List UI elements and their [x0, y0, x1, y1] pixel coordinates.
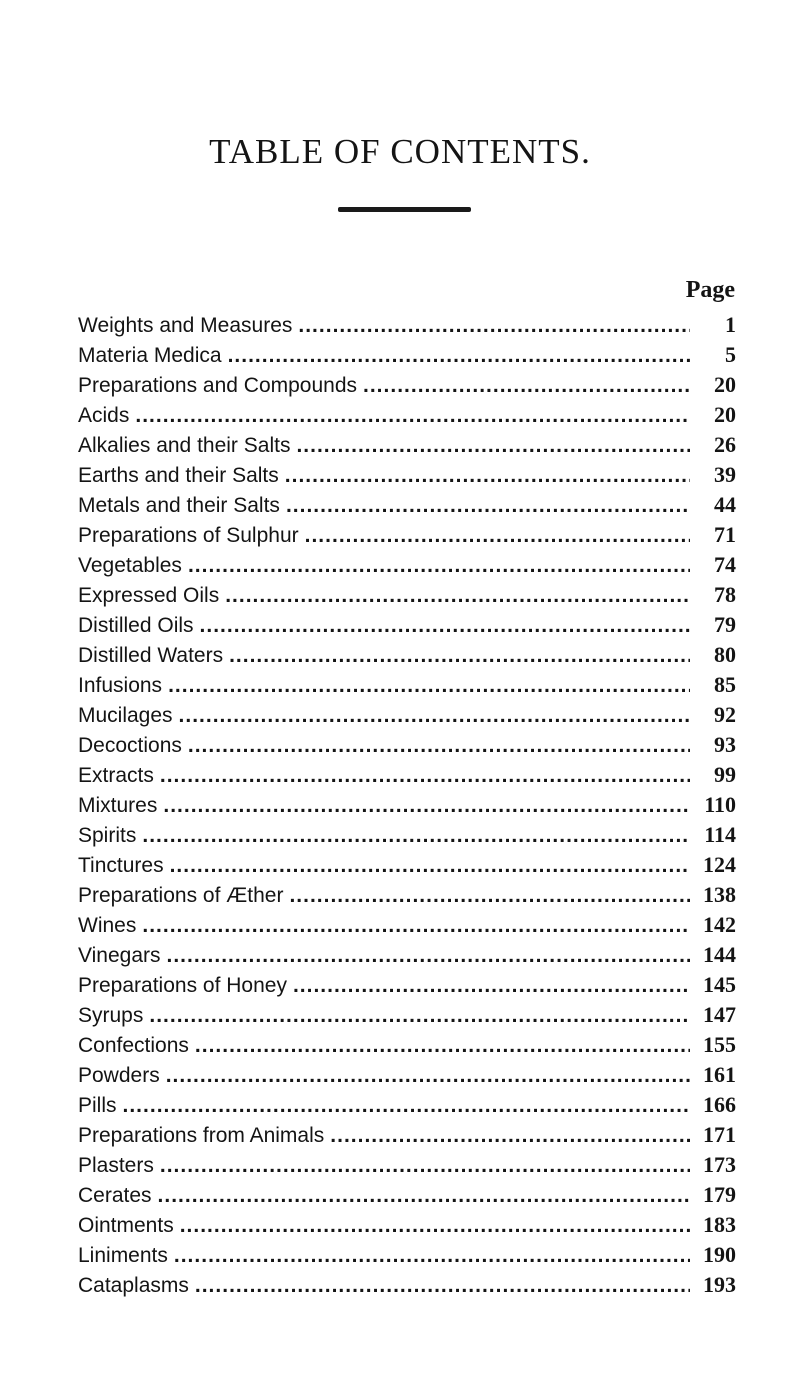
toc-entry-page-number: 80: [714, 642, 736, 667]
toc-entry-page-number: 71: [714, 522, 736, 547]
dot-leader: [286, 491, 690, 521]
toc-entry-label: Preparations and Compounds: [78, 374, 358, 397]
toc-entry-label: Preparations of Sulphur: [78, 524, 299, 547]
toc-entry-label: Vinegars: [78, 944, 161, 967]
toc-entry-label: Wines: [78, 914, 137, 937]
toc-entry: [78, 910, 736, 940]
toc-entry-page-number: 166: [703, 1092, 736, 1117]
toc-entry: [78, 1060, 736, 1090]
toc-entry-label: Pills: [78, 1094, 117, 1117]
toc-entry-label: Liniments: [78, 1244, 168, 1267]
dot-leader: [174, 1241, 690, 1271]
toc-entry: [78, 400, 736, 430]
dot-leader: [229, 641, 690, 671]
toc-entry-page-number: 124: [703, 852, 736, 877]
toc-entry: [78, 370, 736, 400]
toc-entry-page-number: 99: [714, 762, 736, 787]
toc-entry-label: Alkalies and their Salts: [78, 434, 291, 457]
toc-entry-label: Preparations of Honey: [78, 974, 287, 997]
dot-leader: [296, 431, 690, 461]
toc-entry-page-number: 79: [714, 612, 736, 637]
dot-leader: [170, 851, 690, 881]
toc-entry: [78, 1090, 736, 1120]
toc-entry-page-number: 78: [714, 582, 736, 607]
toc-entry-label: Preparations from Animals: [78, 1124, 325, 1147]
dot-leader: [330, 1121, 690, 1151]
dot-leader: [195, 1271, 690, 1301]
toc-entry: [78, 850, 736, 880]
dot-leader: [228, 341, 690, 371]
toc-entry: [78, 1270, 736, 1300]
toc-entry: [78, 490, 736, 520]
toc-entry: [78, 670, 736, 700]
toc-list: [78, 310, 736, 1300]
toc-entry: [78, 1000, 736, 1030]
toc-entry-label: Syrups: [78, 1004, 144, 1027]
toc-entry: [78, 580, 736, 610]
toc-entry: [78, 340, 736, 370]
toc-entry-page-number: 110: [704, 792, 736, 817]
dot-leader: [163, 791, 690, 821]
dot-leader: [225, 581, 690, 611]
toc-entry-page-number: 1: [725, 312, 736, 337]
toc-entry-page-number: 85: [714, 672, 736, 697]
toc-entry-page-number: 39: [714, 462, 736, 487]
toc-entry-page-number: 74: [714, 552, 736, 577]
toc-entry: [78, 880, 736, 910]
toc-entry: [78, 550, 736, 580]
dot-leader: [168, 671, 690, 701]
toc-entry-page-number: 138: [703, 882, 736, 907]
toc-entry-page-number: 114: [704, 822, 736, 847]
toc-entry-label: Weights and Measures: [78, 314, 293, 337]
toc-entry-label: Mucilages: [78, 704, 173, 727]
toc-entry: [78, 520, 736, 550]
dot-leader: [195, 1031, 690, 1061]
toc-entry: [78, 790, 736, 820]
toc-entry-page-number: 20: [714, 372, 736, 397]
page-column-heading: Page: [685, 277, 735, 303]
toc-entry-label: Acids: [78, 404, 130, 427]
title-rule: [338, 207, 471, 212]
dot-leader: [305, 521, 690, 551]
toc-entry-label: Preparations of Æther: [78, 884, 284, 907]
toc-entry-page-number: 92: [714, 702, 736, 727]
toc-entry-page-number: 179: [703, 1182, 736, 1207]
dot-leader: [188, 551, 690, 581]
toc-entry-label: Confections: [78, 1034, 189, 1057]
toc-entry-label: Vegetables: [78, 554, 182, 577]
toc-entry-page-number: 144: [703, 942, 736, 967]
toc-entry-label: Cerates: [78, 1184, 152, 1207]
dot-leader: [289, 881, 690, 911]
dot-leader: [188, 731, 690, 761]
toc-entry: [78, 970, 736, 1000]
toc-entry-label: Ointments: [78, 1214, 174, 1237]
dot-leader: [142, 821, 690, 851]
toc-entry-page-number: 5: [725, 342, 736, 367]
dot-leader: [285, 461, 690, 491]
toc-entry-label: Extracts: [78, 764, 154, 787]
toc-entry: [78, 730, 736, 760]
toc-entry-page-number: 93: [714, 732, 736, 757]
toc-entry: [78, 1210, 736, 1240]
toc-entry: [78, 460, 736, 490]
toc-entry-page-number: 183: [703, 1212, 736, 1237]
toc-entry-label: Expressed Oils: [78, 584, 220, 607]
toc-entry-page-number: 20: [714, 402, 736, 427]
dot-leader: [160, 761, 690, 791]
dot-leader: [142, 911, 690, 941]
toc-entry: [78, 430, 736, 460]
toc-entry-label: Materia Medica: [78, 344, 222, 367]
dot-leader: [149, 1001, 690, 1031]
toc-entry-page-number: 193: [703, 1272, 736, 1297]
toc-entry-page-number: 190: [703, 1242, 736, 1267]
toc-entry-label: Cataplasms: [78, 1274, 189, 1297]
dot-leader: [160, 1151, 690, 1181]
toc-entry-label: Earths and their Salts: [78, 464, 279, 487]
toc-entry: [78, 610, 736, 640]
toc-entry: [78, 700, 736, 730]
toc-entry-label: Tinctures: [78, 854, 164, 877]
toc-entry-page-number: 161: [703, 1062, 736, 1087]
toc-entry-label: Distilled Waters: [78, 644, 224, 667]
toc-entry-page-number: 145: [703, 972, 736, 997]
toc-entry: [78, 1120, 736, 1150]
dot-leader: [363, 371, 690, 401]
toc-entry-label: Infusions: [78, 674, 163, 697]
toc-entry-label: Distilled Oils: [78, 614, 194, 637]
dot-leader: [179, 701, 690, 731]
toc-entry: [78, 1180, 736, 1210]
toc-entry: [78, 820, 736, 850]
toc-entry: [78, 640, 736, 670]
toc-entry-label: Plasters: [78, 1154, 154, 1177]
toc-entry-label: Spirits: [78, 824, 137, 847]
toc-entry-label: Decoctions: [78, 734, 182, 757]
dot-leader: [158, 1181, 690, 1211]
dot-leader: [166, 1061, 690, 1091]
toc-entry: [78, 1030, 736, 1060]
toc-entry-page-number: 155: [703, 1032, 736, 1057]
toc-entry-label: Metals and their Salts: [78, 494, 280, 517]
toc-entry-label: Powders: [78, 1064, 160, 1087]
toc-entry-page-number: 142: [703, 912, 736, 937]
toc-entry-page-number: 44: [714, 492, 736, 517]
toc-entry-page-number: 173: [703, 1152, 736, 1177]
page-title: TABLE OF CONTENTS.: [209, 132, 591, 171]
dot-leader: [293, 971, 690, 1001]
toc-entry: [78, 760, 736, 790]
toc-entry: [78, 1240, 736, 1270]
toc-entry-page-number: 26: [714, 432, 736, 457]
toc-entry: [78, 310, 736, 340]
dot-leader: [167, 941, 690, 971]
dot-leader: [200, 611, 690, 641]
toc-entry-page-number: 147: [703, 1002, 736, 1027]
toc-entry-page-number: 171: [703, 1122, 736, 1147]
toc-entry: [78, 1150, 736, 1180]
dot-leader: [123, 1091, 690, 1121]
dot-leader: [180, 1211, 690, 1241]
toc-entry-label: Mixtures: [78, 794, 158, 817]
dot-leader: [298, 311, 690, 341]
dot-leader: [135, 401, 690, 431]
toc-entry: [78, 940, 736, 970]
